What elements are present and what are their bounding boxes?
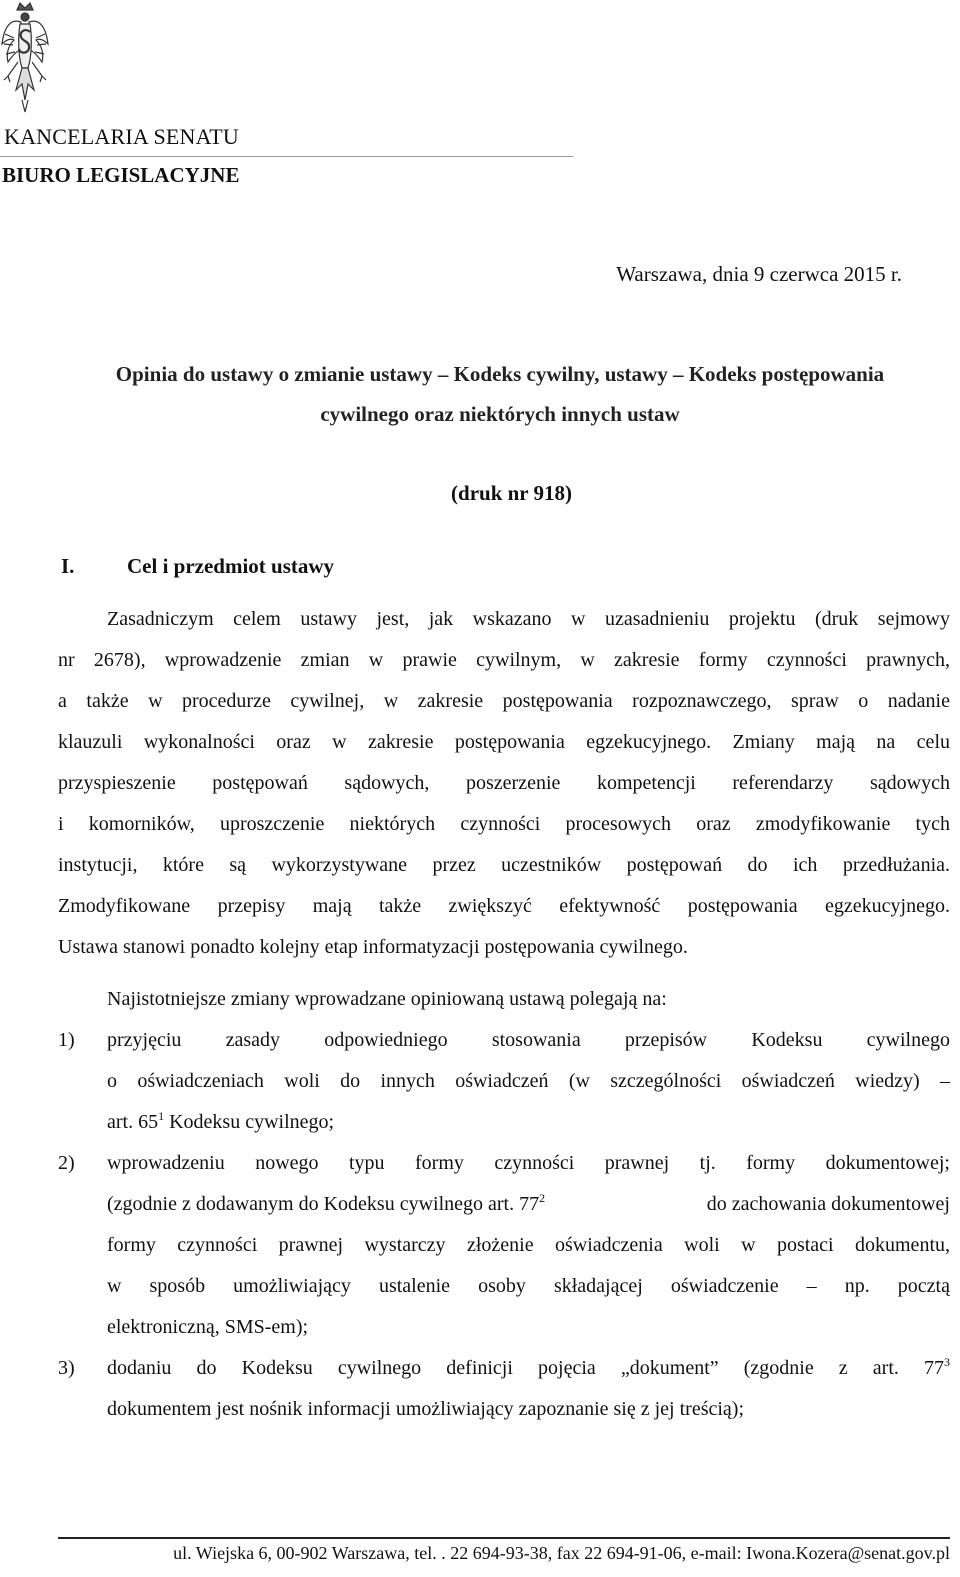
list-item-line: dodaniu do Kodeksu cywilnego definicji pojęcia „dokument” (zgodnie z art. $77^3$ xyxy=(107,1355,950,1379)
list-item-line: dokumentem jest nośnik informacji umożliwiający zapoznanie się z jej treścią); xyxy=(107,1398,745,1420)
print-number: (druk nr 918) xyxy=(451,481,572,505)
list-item-line: formy czynności prawnej wystarczy złożenie oświadczenia woli w postaci dokumentu, xyxy=(107,1234,950,1256)
organization-name: KANCELARIA SENATU xyxy=(4,124,240,149)
paragraph-line: nr 2678), wprowadzenie zmian w prawie cywilnym, w zakresie formy czynności prawnych, xyxy=(58,649,950,671)
paragraph-line: a także w procedurze cywilnej, w zakresie postępowania rozpoznawczego, spraw o nadanie xyxy=(58,690,950,712)
list-item-line: wprowadzeniu nowego typu formy czynności prawnej tj. formy dokumentowej; xyxy=(107,1152,950,1174)
paragraph-line: i komorników, uproszczenie niektórych czynności procesowych oraz zmodyfikowanie tych xyxy=(58,813,950,835)
list-item-line: (zgodnie z dodawanym do Kodeksu cywilnego art. $77^2$ do zachowania dokumentowej xyxy=(107,1191,950,1215)
section-heading: Cel i przedmiot ustawy xyxy=(127,554,335,578)
list-item-line: przyjęciu zasady odpowiedniego stosowania przepisów Kodeksu cywilnego xyxy=(107,1029,950,1051)
paragraph-line: klauzuli wykonalności oraz w zakresie postępowania egzekucyjnego. Zmiany mają na celu xyxy=(58,731,950,753)
paragraph-line: Ustawa stanowi ponadto kolejny etap informatyzacji postępowania cywilnego. xyxy=(58,936,688,958)
paragraph-line: przyspieszenie postępowań sądowych, poszerzenie kompetencji referendarzy sądowych xyxy=(58,772,950,794)
list-item-number: 1) xyxy=(58,1029,75,1051)
document-title-line-1: Opinia do ustawy o zmianie ustawy – Kodeks cywilny, ustawy – Kodeks postępowania xyxy=(115,362,885,386)
department-name: BIURO LEGISLACYJNE xyxy=(2,163,240,187)
list-item-line: elektroniczną, SMS-em); xyxy=(107,1316,309,1338)
paragraph-line: instytucji, które są wykorzystywane przez uczestników postępowań do ich przedłużania. xyxy=(58,854,950,876)
list-item-line: o oświadczeniach woli do innych oświadczeń (w szczególności oświadczeń wiedzy) – xyxy=(107,1070,950,1092)
list-item-line: art. $65^1$ Kodeksu cywilnego; xyxy=(107,1109,335,1133)
document-title-line-2: cywilnego oraz niektórych innych ustaw xyxy=(320,402,680,426)
section-number: I. xyxy=(61,554,75,578)
list-item-number: 3) xyxy=(58,1357,75,1379)
document-date: Warszawa, dnia 9 czerwca 2015 r. xyxy=(616,262,902,286)
footer-contact: ul. Wiejska 6, 00-902 Warszawa, tel. . 22 694-93-38, fax 22 694-91-06, e-mail: Iwona.Kozera@senat.gov.pl xyxy=(173,1543,950,1563)
header-divider xyxy=(0,156,573,157)
footer-divider xyxy=(58,1537,950,1539)
paragraph-line: Zmodyfikowane przepisy mają także zwiększyć efektywność postępowania egzekucyjnego. xyxy=(58,895,950,917)
list-item-line: w sposób umożliwiający ustalenie osoby składającej oświadczenie – np. pocztą xyxy=(107,1275,950,1297)
eagle-emblem-icon xyxy=(0,0,50,118)
paragraph-line: Zasadniczym celem ustawy jest, jak wskazano w uzasadnieniu projektu (druk sejmowy xyxy=(107,608,950,630)
list-intro: Najistotniejsze zmiany wprowadzane opiniowaną ustawą polegają na: xyxy=(107,988,667,1010)
list-item-number: 2) xyxy=(58,1152,75,1174)
